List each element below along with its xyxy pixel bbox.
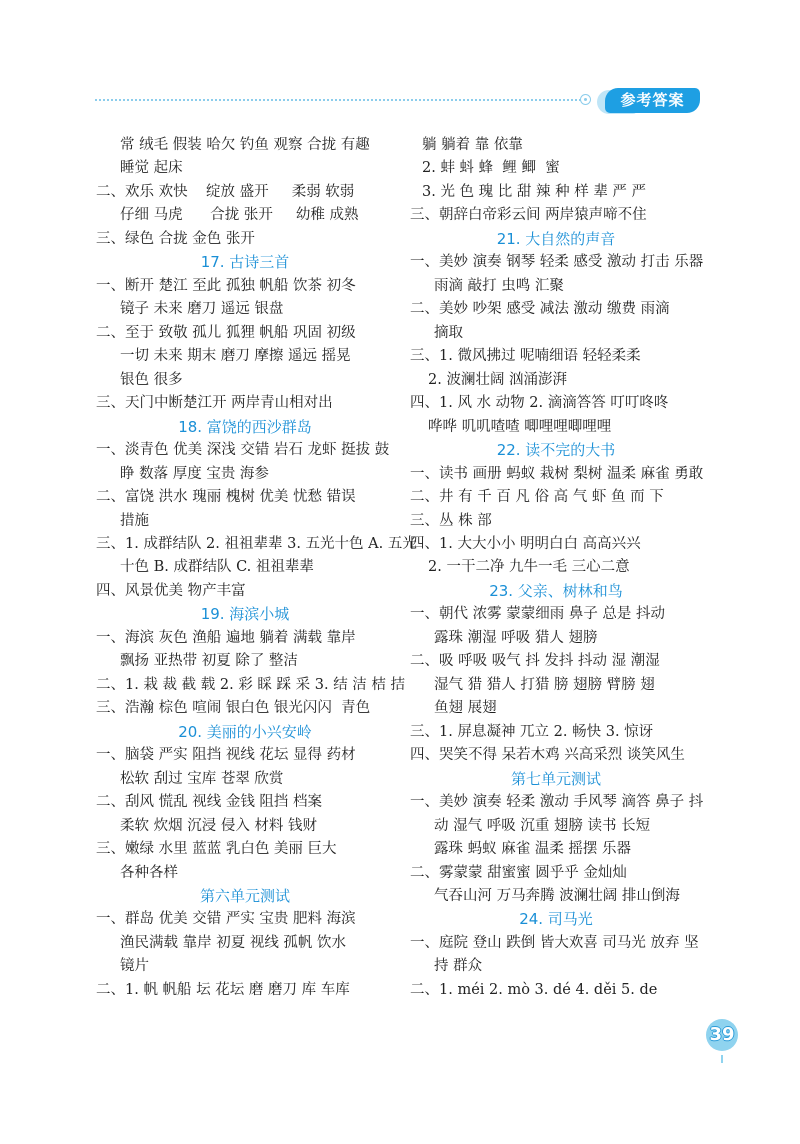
answer-line: 三、1. 成群结队 2. 祖祖辈辈 3. 五光十色 A. 五光 <box>96 535 417 552</box>
answer-line: 三、1. 屏息凝神 兀立 2. 畅快 3. 惊讶 <box>410 723 654 740</box>
answer-line: 雨滴 敲打 虫鸣 汇聚 <box>434 277 564 294</box>
answer-line: 睁 数落 厚度 宝贵 海参 <box>120 465 269 482</box>
section-heading: 17. 古诗三首 <box>200 253 290 272</box>
answer-line: 二、刮风 慌乱 视线 金钱 阻挡 档案 <box>96 794 323 811</box>
answer-line: 2. 波澜壮阔 汹涌澎湃 <box>428 371 568 388</box>
header-ornament-icon <box>580 94 591 105</box>
page-number-tick <box>721 1055 723 1063</box>
section-heading: 18. 富饶的西沙群岛 <box>178 417 312 436</box>
answer-key-badge: 参考答案 <box>605 88 700 113</box>
answer-line: 镜子 未来 磨刀 遥远 银盘 <box>120 301 284 318</box>
answer-line: 松软 刮过 宝库 苍翠 欣赏 <box>120 770 284 787</box>
answer-line: 二、井 有 千 百 凡 俗 高 气 虾 鱼 而 下 <box>410 489 664 506</box>
answer-line: 露珠 蚂蚁 麻雀 温柔 摇摆 乐器 <box>434 841 632 858</box>
answer-line: 2. 一干二净 九牛一毛 三心二意 <box>428 559 630 576</box>
answer-column-left <box>96 134 417 1002</box>
answer-line: 一、朝代 浓雾 蒙蒙细雨 鼻子 总是 抖动 <box>410 606 666 623</box>
answer-line: 三、绿色 合拢 金色 张开 <box>96 230 255 247</box>
answer-line: 四、1. 风 水 动物 2. 滴滴答答 叮叮咚咚 <box>410 395 669 412</box>
answer-line: 一、断开 楚江 至此 孤独 帆船 饮茶 初冬 <box>96 277 356 294</box>
answer-line: 一、读书 画册 蚂蚁 栽树 梨树 温柔 麻雀 勇敢 <box>410 465 704 482</box>
answer-line: 柔软 炊烟 沉浸 侵入 材料 钱财 <box>120 817 318 834</box>
header-dotted-rule <box>95 99 581 101</box>
answer-line: 十色 B. 成群结队 C. 祖祖辈辈 <box>120 559 314 576</box>
answer-line: 鱼翅 展翅 <box>434 700 497 717</box>
answer-line: 一、海滨 灰色 渔船 遍地 躺着 满载 靠岸 <box>96 629 356 646</box>
section-heading: 21. 大自然的声音 <box>496 229 616 248</box>
answer-line: 三、1. 微风拂过 呢喃细语 轻轻柔柔 <box>410 348 641 365</box>
answer-line: 动 湿气 呼吸 沉重 翅膀 读书 长短 <box>434 817 651 834</box>
answer-line: 一、群岛 优美 交错 严实 宝贵 肥料 海滨 <box>96 911 356 928</box>
answer-line: 气吞山河 万马奔腾 波澜壮阔 排山倒海 <box>434 888 680 904</box>
page-number: 39 <box>706 1019 738 1051</box>
answer-line: 三、天门中断楚江开 两岸青山相对出 <box>96 395 333 412</box>
answer-line: 二、美妙 吵架 感受 减法 激动 缴费 雨滴 <box>410 301 670 318</box>
answer-line: 一、庭院 登山 跌倒 皆大欢喜 司马光 放弃 坚 <box>410 934 699 951</box>
answer-line: 二、至于 致敬 孤儿 狐狸 帆船 巩固 初级 <box>96 324 356 341</box>
answer-line: 三、浩瀚 棕色 喧闹 银白色 银光闪闪 青色 <box>96 700 371 717</box>
answer-line: 各种各样 <box>120 864 178 881</box>
answer-line: 2. 蚌 蚪 蜂 鲤 鲫 蜜 <box>422 160 560 177</box>
answer-line: 躺 躺着 靠 依靠 <box>422 137 523 153</box>
answer-line: 3. 光 色 瑰 比 甜 辣 种 样 辈 严 严 <box>422 183 647 200</box>
answer-line: 三、嫩绿 水里 蓝蓝 乳白色 美丽 巨大 <box>96 841 337 858</box>
answer-line: 摘取 <box>434 324 463 341</box>
section-heading: 22. 读不完的大书 <box>496 441 616 460</box>
answer-line: 睡觉 起床 <box>120 160 183 177</box>
answer-line: 一、美妙 演奏 钢琴 轻柔 感受 激动 打击 乐器 <box>410 254 704 271</box>
answer-line: 四、风景优美 物产丰富 <box>96 582 246 599</box>
answer-line: 一、脑袋 严实 阻挡 视线 花坛 显得 药材 <box>96 747 356 764</box>
answer-line: 一、淡青色 优美 深浅 交错 岩石 龙虾 挺拔 鼓 <box>96 442 390 459</box>
section-heading: 23. 父亲、树林和鸟 <box>489 581 623 600</box>
answer-line: 二、1. 帆 帆船 坛 花坛 磨 磨刀 库 车库 <box>96 981 350 998</box>
answer-line: 二、欢乐 欢快 绽放 盛开 柔弱 软弱 <box>96 183 355 200</box>
answer-column-right <box>410 134 702 1002</box>
answer-line: 二、1. 栽 裁 截 载 2. 彩 睬 踩 采 3. 结 洁 桔 拮 <box>96 676 406 693</box>
section-heading: 19. 海滨小城 <box>200 605 290 624</box>
answer-line: 持 群众 <box>434 958 483 975</box>
answer-line: 二、雾蒙蒙 甜蜜蜜 圆乎乎 金灿灿 <box>410 864 627 881</box>
answer-line: 二、1. méi 2. mò 3. dé 4. děi 5. de <box>410 981 658 998</box>
section-heading: 20. 美丽的小兴安岭 <box>178 722 312 741</box>
answer-line: 一切 未来 期末 磨刀 摩擦 遥远 摇晃 <box>120 348 351 365</box>
section-heading: 24. 司马光 <box>519 910 593 929</box>
answer-line: 二、吸 呼吸 吸气 抖 发抖 抖动 湿 潮湿 <box>410 653 660 670</box>
answer-line: 渔民满载 靠岸 初夏 视线 孤帆 饮水 <box>120 934 347 951</box>
answer-line: 露珠 潮湿 呼吸 猎人 翅膀 <box>434 629 598 646</box>
answer-line: 措施 <box>120 512 149 529</box>
answer-line: 仔细 马虎 合拢 张开 幼稚 成熟 <box>120 207 359 224</box>
section-heading: 第七单元测试 <box>510 769 601 788</box>
answer-line: 哗哗 叽叽喳喳 唧哩哩唧哩哩 <box>428 418 612 435</box>
answer-line: 三、朝辞白帝彩云间 两岸猿声啼不住 <box>410 207 647 224</box>
answer-line: 一、美妙 演奏 轻柔 激动 手风琴 滴答 鼻子 抖 <box>410 794 704 811</box>
answer-line: 常 绒毛 假装 哈欠 钓鱼 观察 合拢 有趣 <box>120 137 370 153</box>
section-heading: 第六单元测试 <box>199 887 290 905</box>
answer-line: 银色 很多 <box>120 371 183 388</box>
answer-line: 湿气 猎 猎人 打猎 膀 翅膀 臂膀 翅 <box>434 676 655 693</box>
answer-line: 四、1. 大大小小 明明白白 高高兴兴 <box>410 535 641 552</box>
answer-line: 镜片 <box>120 958 149 975</box>
answer-line: 二、富饶 洪水 瑰丽 槐树 优美 忧愁 错误 <box>96 489 356 506</box>
answer-line: 三、丛 株 部 <box>410 512 492 529</box>
answer-line: 四、哭笑不得 呆若木鸡 兴高采烈 谈笑风生 <box>410 747 685 764</box>
answer-line: 飘扬 亚热带 初夏 除了 整洁 <box>120 653 298 670</box>
